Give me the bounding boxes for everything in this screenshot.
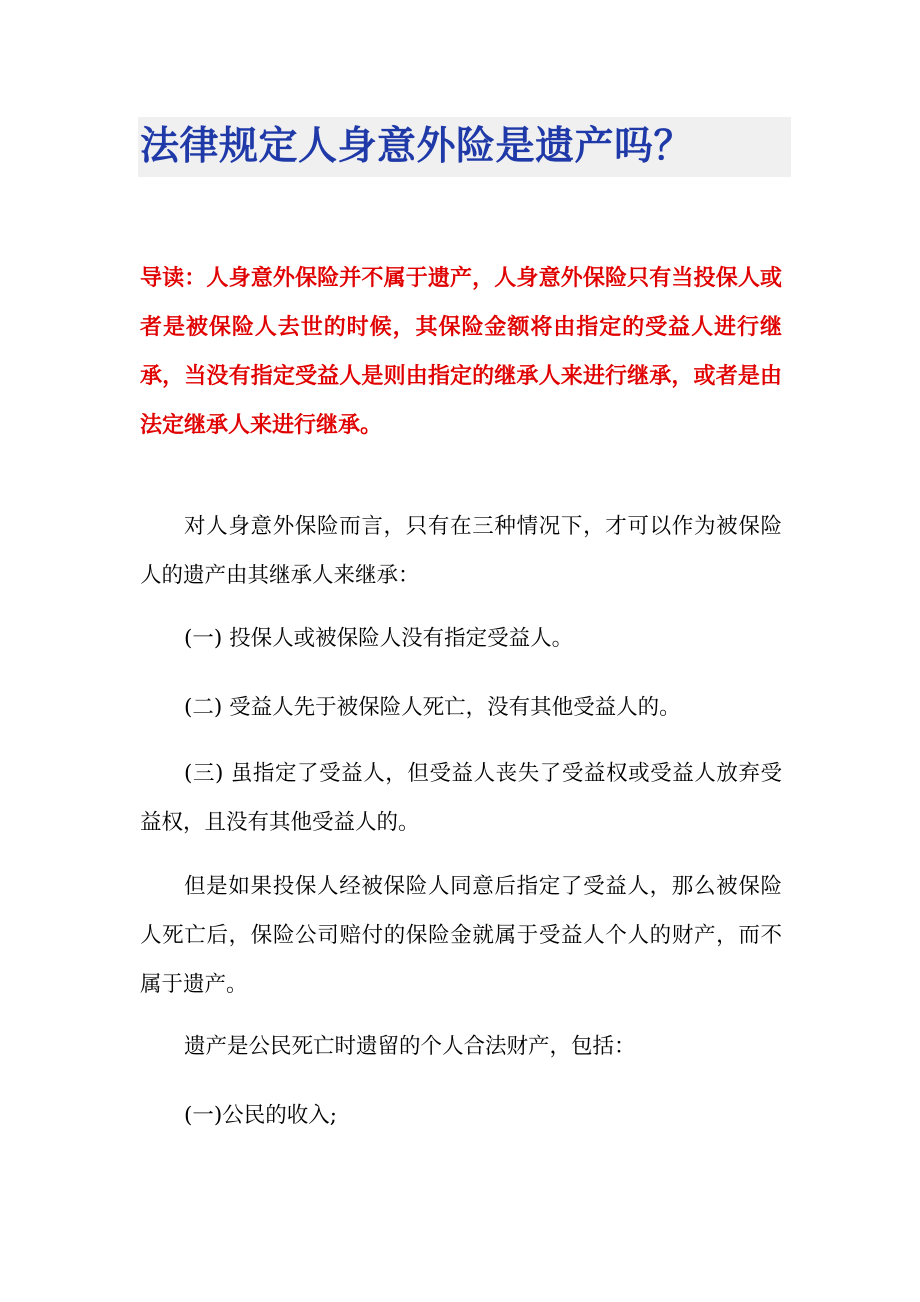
body-paragraph: 对人身意外保险而言，只有在三种情况下，才可以作为被保险人的遗产由其继承人来继承： [140,514,782,588]
body-paragraph: 但是如果投保人经被保险人同意后指定了受益人，那么被保险人死亡后，保险公司赔付的保险金就属于受益人个人的财产，而不属于遗产。 [140,874,782,997]
page-title: 法律规定人身意外险是遗产吗？ [140,124,694,169]
list-item: (一)公民的收入; [184,1103,338,1128]
lead-paragraph: 导读：人身意外保险并不属于遗产，人身意外保险只有当投保人或者是被保险人去世的时候，其保险金额将由指定的受益人进行继承，当没有指定受益人是则由指定的继承人来进行继承，或者是由法定继承人来进行继承。 [140,266,782,438]
list-item: (二) 受益人先于被保险人死亡，没有其他受益人的。 [184,695,681,720]
list-item: (三) 虽指定了受益人，但受益人丧失了受益权或受益人放弃受益权，且没有其他受益人的。 [140,761,782,835]
list-item: (一) 投保人或被保险人没有指定受益人。 [184,626,574,651]
body-paragraph: 遗产是公民死亡时遗留的个人合法财产，包括： [184,1034,636,1059]
